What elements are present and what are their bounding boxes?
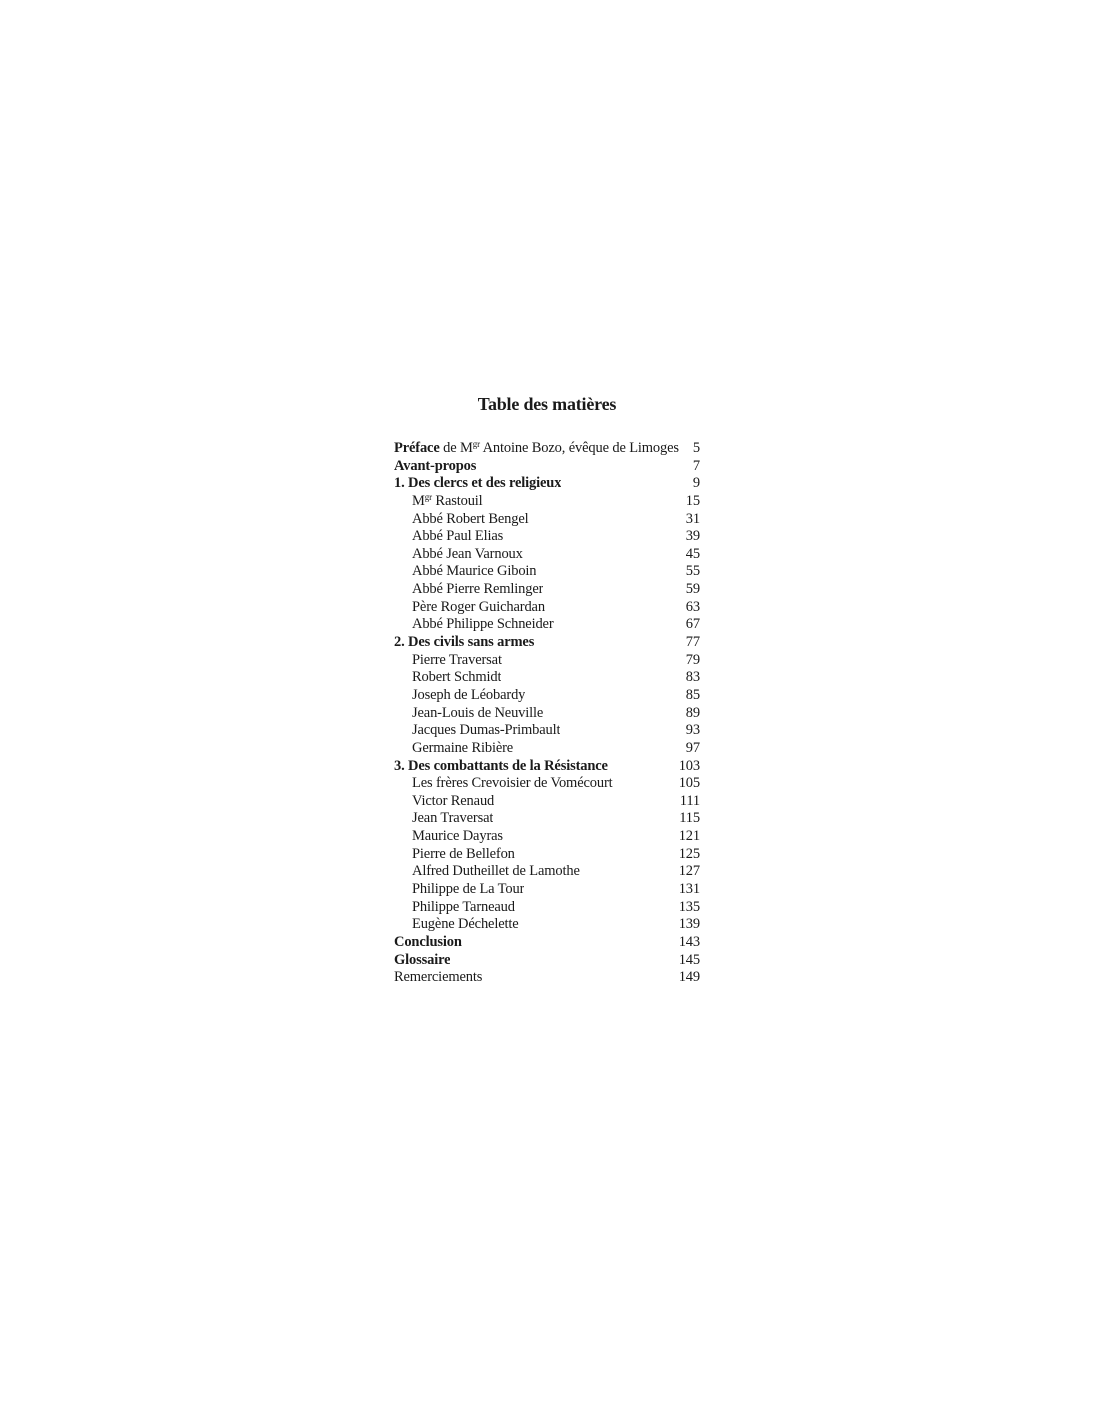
toc-entry-label: Glossaire <box>394 951 451 968</box>
toc-entry-page: 77 <box>685 634 700 651</box>
toc-subentry <box>394 916 700 934</box>
toc-entry-page: 111 <box>679 792 700 809</box>
toc-subentry <box>394 775 700 793</box>
toc-entry-label: Robert Schmidt <box>412 669 502 686</box>
toc-entry-label: Maurice Dayras <box>412 828 503 845</box>
toc-entry-page: 63 <box>685 598 700 615</box>
toc-subentry <box>394 581 700 599</box>
toc-subentry <box>394 793 700 811</box>
toc-entry-page: 67 <box>685 616 700 633</box>
toc-entry-page: 9 <box>692 475 700 492</box>
toc-entry-label: Avant-propos <box>394 457 477 474</box>
toc-entry-label: Alfred Dutheillet de Lamothe <box>412 863 580 880</box>
toc-subentry <box>394 687 700 705</box>
toc-entry-page: 5 <box>692 440 700 456</box>
toc-entry-label: Abbé Philippe Schneider <box>412 616 554 633</box>
preface-label-pre: de M <box>439 440 473 456</box>
toc-entry-label: Remerciements <box>394 969 483 986</box>
toc-entry-label: Jean-Louis de Neuville <box>412 704 544 721</box>
toc-entry-label: Abbé Maurice Giboin <box>412 563 537 580</box>
toc-subentry <box>394 881 700 899</box>
toc-subentry <box>394 528 700 546</box>
toc-entry-label: Germaine Ribière <box>412 739 514 756</box>
preface-label-post: Antoine Bozo, évêque de Limoges <box>479 440 679 456</box>
toc-entry-page: 59 <box>685 581 700 598</box>
toc-entry-label: Victor Renaud <box>412 792 495 809</box>
toc-entry-page: 31 <box>685 510 700 527</box>
toc-entry-page: 55 <box>685 563 700 580</box>
rastouil-label-pre: M <box>412 492 425 509</box>
toc-entry-label: Jacques Dumas-Primbault <box>412 722 561 739</box>
toc-entry-page: 93 <box>685 722 700 739</box>
toc-entry-page: 105 <box>678 775 700 792</box>
toc-subentry <box>394 846 700 864</box>
toc-entry-page: 79 <box>685 651 700 668</box>
toc-entry-label <box>394 493 483 511</box>
toc-entry-label: Abbé Jean Varnoux <box>412 545 523 562</box>
toc-entry-page: 97 <box>685 739 700 756</box>
toc-entry-page: 45 <box>685 545 700 562</box>
toc-entry-label: Abbé Pierre Remlinger <box>412 581 544 598</box>
toc-entry <box>394 969 700 987</box>
toc-entry-page: 103 <box>678 757 700 774</box>
toc-entry-page: 149 <box>678 969 700 986</box>
toc-entry-label: Les frères Crevoisier de Vomécourt <box>412 775 613 792</box>
toc-entry-page: 15 <box>685 492 700 509</box>
toc-entry-label: 3. Des combattants de la Résistance <box>394 757 608 774</box>
toc-subentry <box>394 652 700 670</box>
toc-entry-page: 83 <box>685 669 700 686</box>
toc-subentry <box>394 563 700 581</box>
toc-entry-label: Abbé Robert Bengel <box>412 510 529 527</box>
toc-subentry <box>394 599 700 617</box>
toc-subentry <box>394 863 700 881</box>
toc-entry <box>394 475 700 493</box>
toc-entry-page: 143 <box>678 933 700 950</box>
preface-bold-label: Préface <box>394 440 440 456</box>
toc-entry-page: 139 <box>678 916 700 933</box>
toc-entry-label: Joseph de Léobardy <box>412 686 526 703</box>
toc-title: Table des matières <box>477 394 617 414</box>
toc-subentry <box>394 828 700 846</box>
toc-subentry <box>394 616 700 634</box>
toc-entry <box>394 934 700 952</box>
toc-entry-page: 127 <box>678 863 700 880</box>
rastouil-label-post: Rastouil <box>431 492 483 509</box>
toc-entry-label: Pierre de Bellefon <box>412 845 515 862</box>
toc-entry <box>394 458 700 476</box>
toc-subentry <box>394 899 700 917</box>
toc-subentry <box>394 722 700 740</box>
toc-entry-label: 1. Des clercs et des religieux <box>394 475 562 492</box>
toc-entries <box>394 458 700 987</box>
toc-entry-page: 115 <box>679 810 700 827</box>
toc-entry-label: Jean Traversat <box>412 810 494 827</box>
toc-entry <box>394 952 700 970</box>
toc-subentry <box>394 511 700 529</box>
toc-entry-label: Père Roger Guichardan <box>412 598 545 615</box>
toc-entry-label: Philippe de La Tour <box>412 881 525 898</box>
toc-entry-label: Eugène Déchelette <box>412 916 519 933</box>
toc-entry-page: 7 <box>692 457 700 474</box>
toc-entry-label: Pierre Traversat <box>412 651 502 668</box>
toc-subentry <box>394 740 700 758</box>
toc-entry-label: Conclusion <box>394 933 462 950</box>
toc-list <box>394 440 700 987</box>
toc-entry-label: Philippe Tarneaud <box>412 898 515 915</box>
toc-subentry <box>394 810 700 828</box>
rastouil-label-sup: gr <box>424 492 432 502</box>
toc-subentry-rastouil <box>394 493 700 511</box>
toc-entry-page: 125 <box>678 845 700 862</box>
toc-entry-page: 85 <box>685 686 700 703</box>
toc-entry-preface <box>394 440 700 458</box>
toc-entry-label: Abbé Paul Elias <box>412 528 504 545</box>
preface-label-sup: gr <box>472 440 480 449</box>
toc-subentry <box>394 546 700 564</box>
toc-entry-page: 39 <box>685 528 700 545</box>
table-of-contents <box>394 390 700 987</box>
toc-entry-page: 131 <box>678 881 700 898</box>
toc-entry-page: 145 <box>678 951 700 968</box>
toc-subentry <box>394 669 700 687</box>
toc-subentry <box>394 705 700 723</box>
toc-entry-label: 2. Des civils sans armes <box>394 634 535 651</box>
toc-entry <box>394 634 700 652</box>
toc-entry-label <box>394 440 679 458</box>
toc-entry <box>394 758 700 776</box>
toc-entry-page: 89 <box>685 704 700 721</box>
toc-entry-page: 135 <box>678 898 700 915</box>
toc-entry-page: 121 <box>678 828 700 845</box>
